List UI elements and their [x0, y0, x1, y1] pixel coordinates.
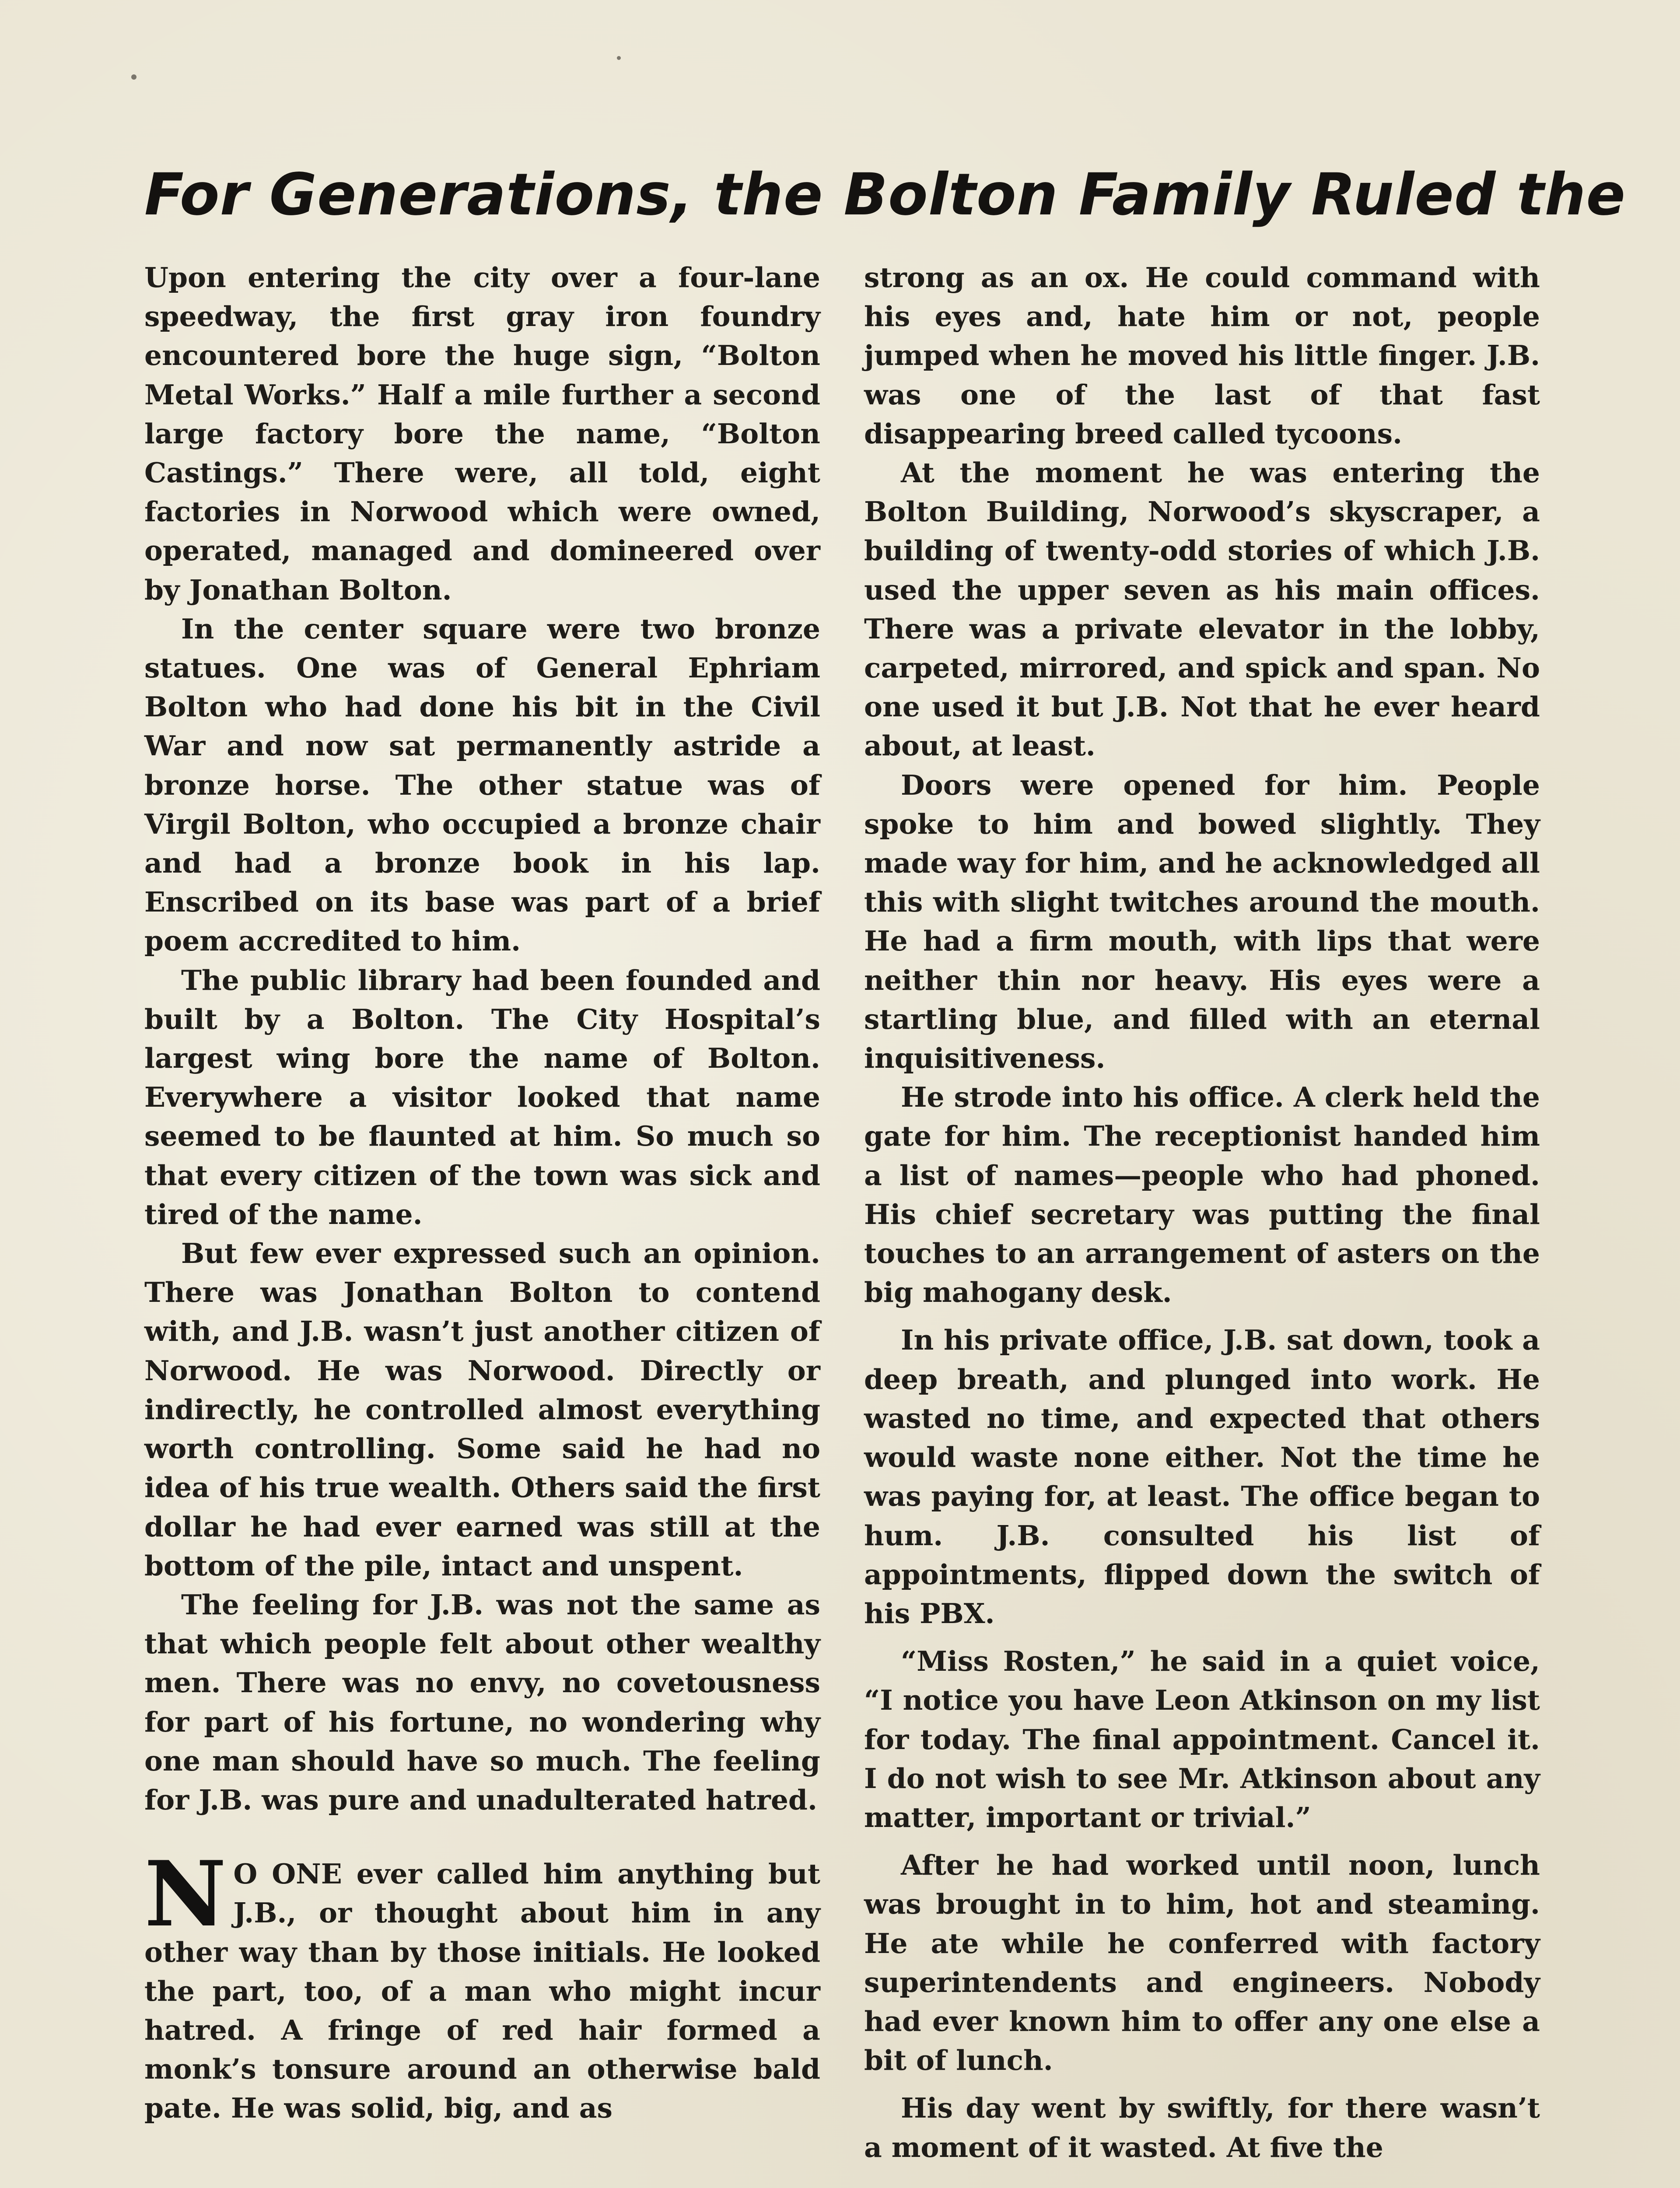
- right-text-column: [864, 258, 1540, 2167]
- paragraph: Doors were opened for him. People spoke to him and bowed slightly. They made way for him, and he acknowledged all this with slight twitches around the mouth. He had a firm mouth, with lips that were neither thin nor heavy. His eyes were a startling blue, and filled with an eternal inquisitiveness.: [864, 768, 1540, 1075]
- drop-cap-letter: N: [144, 1842, 227, 1947]
- paragraph: At the moment he was entering the Bolton Building, Norwood’s skyscraper, a building of twenty-odd stories of which J.B. used the upper seven as his main offices. There was a private elevator in the lobby, carpeted, mirrored, and spick and span. No one used it but J.B. Not that he ever heard about, at least.: [864, 456, 1540, 762]
- paragraph: In the center square were two bronze statues. One was of General Ephriam Bolton who had done his bit in the Civil War and now sat permanently astride a bronze horse. The other statue was of Virgil Bolton, who occupied a bronze chair and had a bronze book in his lap. Enscribed on its base was part of a brief poem accredited to him.: [144, 612, 820, 957]
- print-speck: [131, 74, 136, 80]
- paragraph: But few ever expressed such an opinion. There was Jonathan Bolton to contend with, and J.B. wasn’t just another citizen of Norwood. He was Norwood. Directly or indirectly, he controlled almost everything worth controlling. Some said he had no idea of his true wealth. Others said the first dollar he had ever earned was still at the bottom of the pile, intact and unspent.: [144, 1237, 820, 1582]
- print-speck: [617, 56, 621, 60]
- paragraph: The feeling for J.B. was not the same as that which people felt about other wealthy men. There was no envy, no covetousness for part of his fortune, no wondering why one man should have so much. The feeling for J.B. was pure and unadulterated hatred.: [144, 1588, 820, 1816]
- article-headline: For Generations, the Bolton Family Ruled the: [144, 161, 1626, 228]
- dropcap-paragraph-text: O ONE ever called him anything but J.B., or thought about him in any other way than by those initials. He looked the part, too, of a man who might incur hatred. A fringe of red hair formed a monk’s tonsure around an otherwise bald pate. He was solid, big, and as: [144, 1858, 820, 2125]
- paragraph: Upon entering the city over a four-lane speedway, the first gray iron foundry encountered bore the huge sign, “Bolton Metal Works.” Half a mile further a second large factory bore the name, “Bolton Castings.” There were, all told, eight factories in Norwood which were owned, operated, managed and domineered over by Jonathan Bolton.: [144, 261, 820, 606]
- paragraph: His day went by swiftly, for there wasn’t a moment of it wasted. At five the: [864, 2092, 1540, 2163]
- dropcap-paragraph: [144, 1842, 820, 2128]
- paragraph: “Miss Rosten,” he said in a quiet voice, “I notice you have Leon Atkinson on my list for today. The final appointment. Cancel it. I do not wish to see Mr. Atkinson about any matter, important or trivial.”: [864, 1645, 1540, 1834]
- paragraph: The public library had been founded and built by a Bolton. The City Hospital’s largest wing bore the name of Bolton. Everywhere a visitor looked that name seemed to be flaunted at him. So much so that every citizen of the town was sick and tired of the name.: [144, 964, 820, 1231]
- paragraph: strong as an ox. He could command with his eyes and, hate him or not, people jumped when he moved his little finger. J.B. was one of the last of that fast disappearing breed called tycoons.: [864, 261, 1540, 450]
- paragraph: After he had worked until noon, lunch was brought in to him, hot and steaming. He ate while he conferred with factory superintendents and engineers. Nobody had ever known him to offer any one else a bit of lunch.: [864, 1849, 1540, 2077]
- left-text-column: [144, 258, 820, 2128]
- paragraph: He strode into his office. A clerk held the gate for him. The receptionist handed him a list of names—people who had phoned. His chief secretary was putting the final touches to an arrangement of asters on the big mahogany desk.: [864, 1081, 1540, 1309]
- paragraph: In his private office, J.B. sat down, took a deep breath, and plunged into work. He wasted no time, and expected that others would waste none either. Not the time he was paying for, at least. The office began to hum. J.B. consulted his list of appointments, flipped down the switch of his PBX.: [864, 1324, 1540, 1630]
